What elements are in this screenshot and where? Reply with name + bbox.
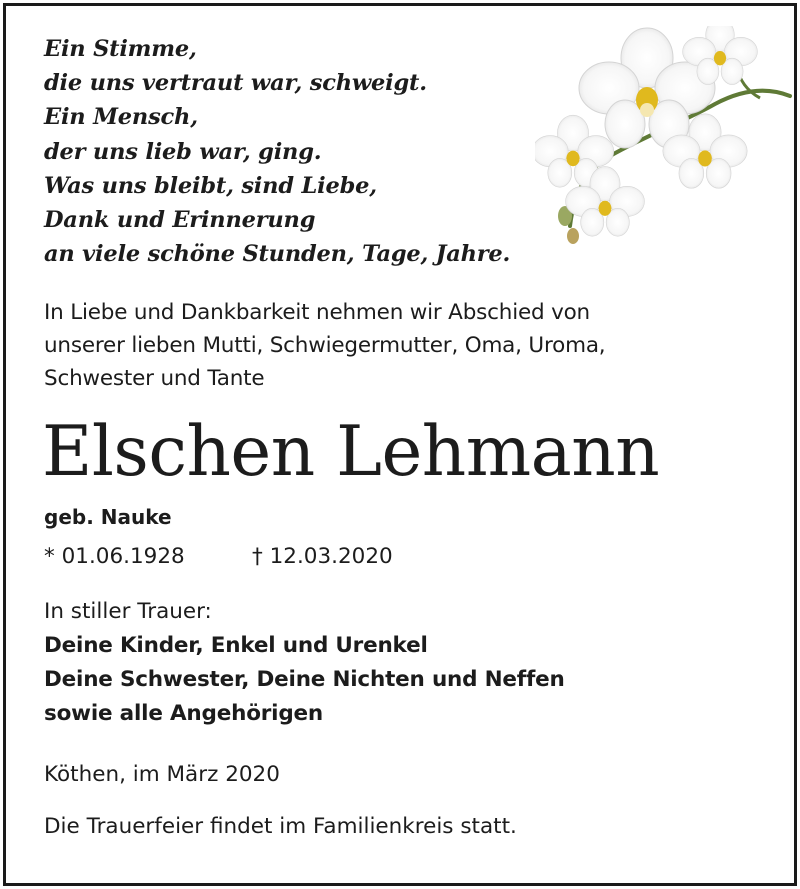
orchid-image — [535, 26, 795, 251]
intro-line: unserer lieben Mutti, Schwiegermutter, Oma, Uroma, — [44, 333, 606, 358]
deceased-name: Elschen Lehmann — [42, 412, 660, 492]
intro-text — [44, 296, 605, 395]
death-date: † 12.03.2020 — [252, 544, 393, 569]
poem-line: Dank und Erinnerung — [44, 207, 316, 234]
poem-line: der uns lieb war, ging. — [44, 138, 322, 165]
mourner-line: sowie alle Angehörigen — [44, 701, 324, 726]
place-and-date: Köthen, im März 2020 — [44, 762, 280, 787]
poem-line: die uns vertraut war, schweigt. — [44, 70, 427, 97]
poem-line: Was uns bleibt, sind Liebe, — [44, 172, 377, 199]
intro-line: Schwester und Tante — [44, 366, 265, 391]
life-dates — [44, 540, 393, 574]
birth-date: * 01.06.1928 — [44, 544, 185, 569]
poem-line: Ein Mensch, — [44, 104, 198, 131]
poem-line: an viele schöne Stunden, Tage, Jahre. — [44, 241, 511, 268]
intro-line: In Liebe und Dankbarkeit nehmen wir Abschied von — [44, 300, 590, 325]
mourners-list — [44, 629, 565, 731]
memorial-poem — [44, 32, 510, 271]
mourner-line: Deine Schwester, Deine Nichten und Neffen — [44, 667, 565, 692]
mourner-line: Deine Kinder, Enkel und Urenkel — [44, 633, 428, 658]
poem-line: Ein Stimme, — [44, 36, 197, 62]
funeral-note: Die Trauerfeier findet im Familienkreis statt. — [44, 814, 517, 839]
mourners-title: In stiller Trauer: — [44, 599, 212, 624]
maiden-name: geb. Nauke — [44, 505, 172, 529]
